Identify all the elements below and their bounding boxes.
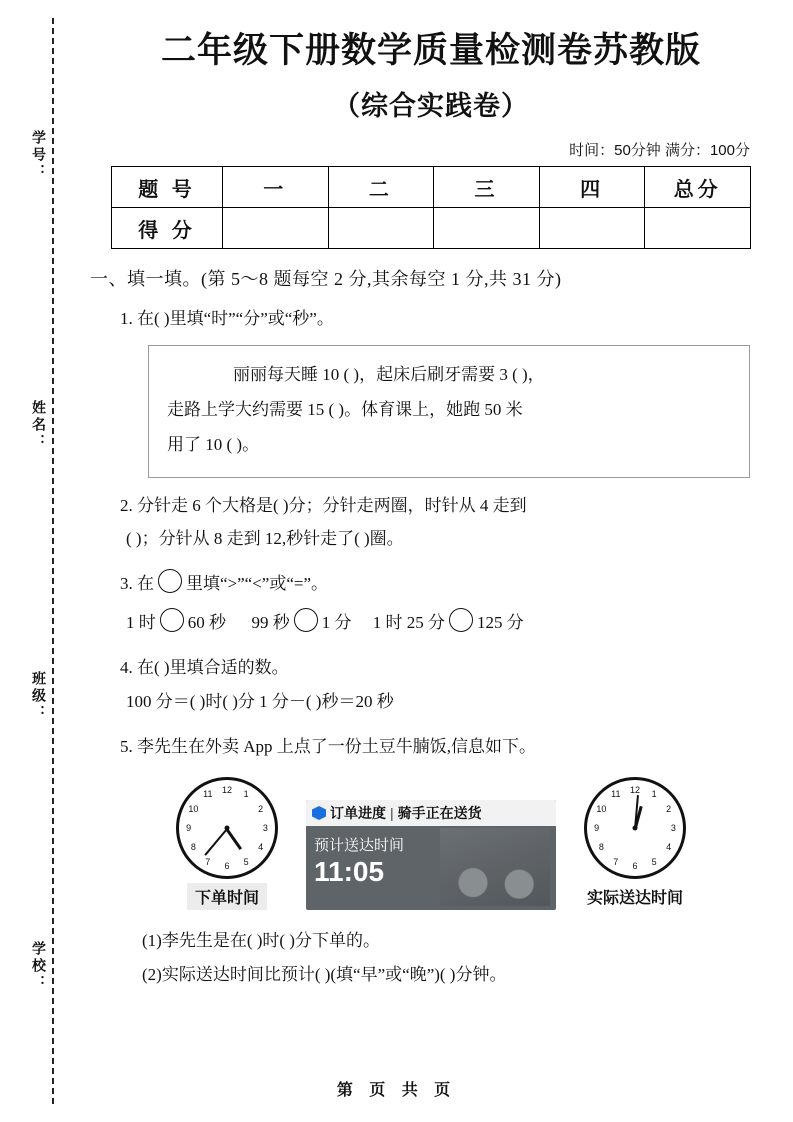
question-5-sub-2: (2)实际送达时间比预计( )(填“早”或“晚”)( )分钟。 — [142, 965, 507, 985]
score-table-header-cell: 四 — [539, 167, 645, 208]
order-status-text: 骑手正在送货 — [397, 805, 482, 822]
q3-item-1-left: 1 时 — [126, 613, 156, 633]
sidebar-label-class: 班级： — [31, 670, 47, 722]
score-table-header-cell: 一 — [223, 167, 329, 208]
order-title-separator: | — [390, 805, 394, 822]
order-clock-left — [152, 777, 302, 910]
score-table-label-cell: 得 分 — [112, 208, 223, 249]
table-row — [112, 167, 751, 208]
answer-circle-icon[interactable] — [449, 608, 473, 632]
score-table-header-cell: 总分 — [645, 167, 751, 208]
score-table-header-cell: 二 — [328, 167, 434, 208]
question-1-box-line-3: 用了 10 ( )。 — [167, 434, 260, 454]
section-1-heading: 一、填一填。(第 5～8 题每空 2 分,其余每空 1 分,共 31 分) — [90, 269, 562, 289]
score-table-input-cell[interactable] — [223, 208, 329, 249]
sidebar-student-fields — [22, 20, 56, 1102]
question-1-label: 1. 在( )里填“时”“分”或“秒”。 — [120, 309, 334, 328]
answer-circle-icon[interactable] — [158, 569, 182, 593]
order-status-card — [306, 800, 556, 910]
question-2-line-2: ( )；分针从 8 走到 12,秒针走了( )圈。 — [126, 529, 404, 549]
page-subtitle: （综合实践卷） — [333, 91, 529, 121]
answer-circle-icon[interactable] — [294, 608, 318, 632]
order-progress-title: 订单进度 — [330, 805, 386, 822]
question-1-box — [148, 345, 750, 478]
question-4-label: 4. 在( )里填合适的数。 — [120, 658, 289, 678]
question-2-line-1: 2. 分针走 6 个大格是( )分；分针走两圈，时针从 4 走到 — [120, 495, 527, 515]
sidebar-label-student-id: 学号： — [31, 129, 47, 181]
q3-item-2-right: 1 分 — [321, 613, 352, 633]
score-table-input-cell[interactable] — [539, 208, 645, 249]
q3-item-3-left: 1 时 25 分 — [372, 613, 445, 633]
question-3-label-text: 3. 在 — [120, 574, 154, 594]
order-clock-right — [560, 777, 710, 910]
sidebar-label-school: 学校： — [31, 941, 47, 993]
page-footer: 第 页 共 页 — [336, 1082, 457, 1099]
question-1-box-line-1: 丽丽每天睡 10 ( )，起床后刷牙需要 3 ( )， — [233, 365, 545, 385]
question-1-box-line-2: 走路上学大约需要 15 ( )。体育课上，她跑 50 米 — [167, 400, 523, 420]
answer-circle-icon[interactable] — [160, 608, 184, 632]
question-5-figure — [86, 777, 776, 910]
question-3-label-rest: 里填“>”“<”或“=”。 — [186, 574, 329, 594]
rider-photo — [440, 828, 550, 906]
paper-content — [86, 0, 776, 1122]
exam-meta: 时间：50分钟 满分：100分 — [569, 142, 750, 159]
question-3-label — [120, 568, 776, 600]
score-table-header-cell: 题 号 — [112, 167, 223, 208]
order-clock-right-caption: 实际送达时间 — [586, 890, 683, 908]
q3-item-3-right: 125 分 — [477, 613, 524, 633]
clock-face-icon: 12 1 2 3 4 5 6 7 8 9 10 11 — [584, 777, 686, 879]
order-eta-label: 预计送达时间 — [314, 837, 405, 855]
order-eta-time: 11:05 — [314, 856, 385, 888]
question-5-sub-1: (1)李先生是在( )时( )分下单的。 — [142, 931, 380, 951]
page-title: 二年级下册数学质量检测卷苏教版 — [160, 31, 701, 70]
score-table — [111, 166, 751, 249]
question-4-line: 100 分＝( )时( )分 1 分－( )秒＝20 秒 — [126, 691, 394, 711]
question-5-label: 5. 李先生在外卖 App 上点了一份土豆牛腩饭,信息如下。 — [120, 736, 537, 756]
q3-item-2-left: 99 秒 — [251, 613, 290, 633]
q3-item-1-right: 60 秒 — [187, 613, 226, 633]
app-logo-icon — [312, 806, 326, 820]
score-table-header-cell: 三 — [434, 167, 540, 208]
clock-face-icon: 12 1 2 3 4 5 6 7 8 9 10 11 — [176, 777, 278, 879]
score-table-input-cell[interactable] — [645, 208, 751, 249]
score-table-input-cell[interactable] — [434, 208, 540, 249]
question-3-items — [126, 606, 776, 640]
order-clock-left-caption: 下单时间 — [187, 883, 267, 910]
order-status-bar — [306, 800, 556, 826]
score-table-input-cell[interactable] — [328, 208, 434, 249]
table-row — [112, 208, 751, 249]
sidebar-label-name: 姓名： — [31, 400, 47, 452]
